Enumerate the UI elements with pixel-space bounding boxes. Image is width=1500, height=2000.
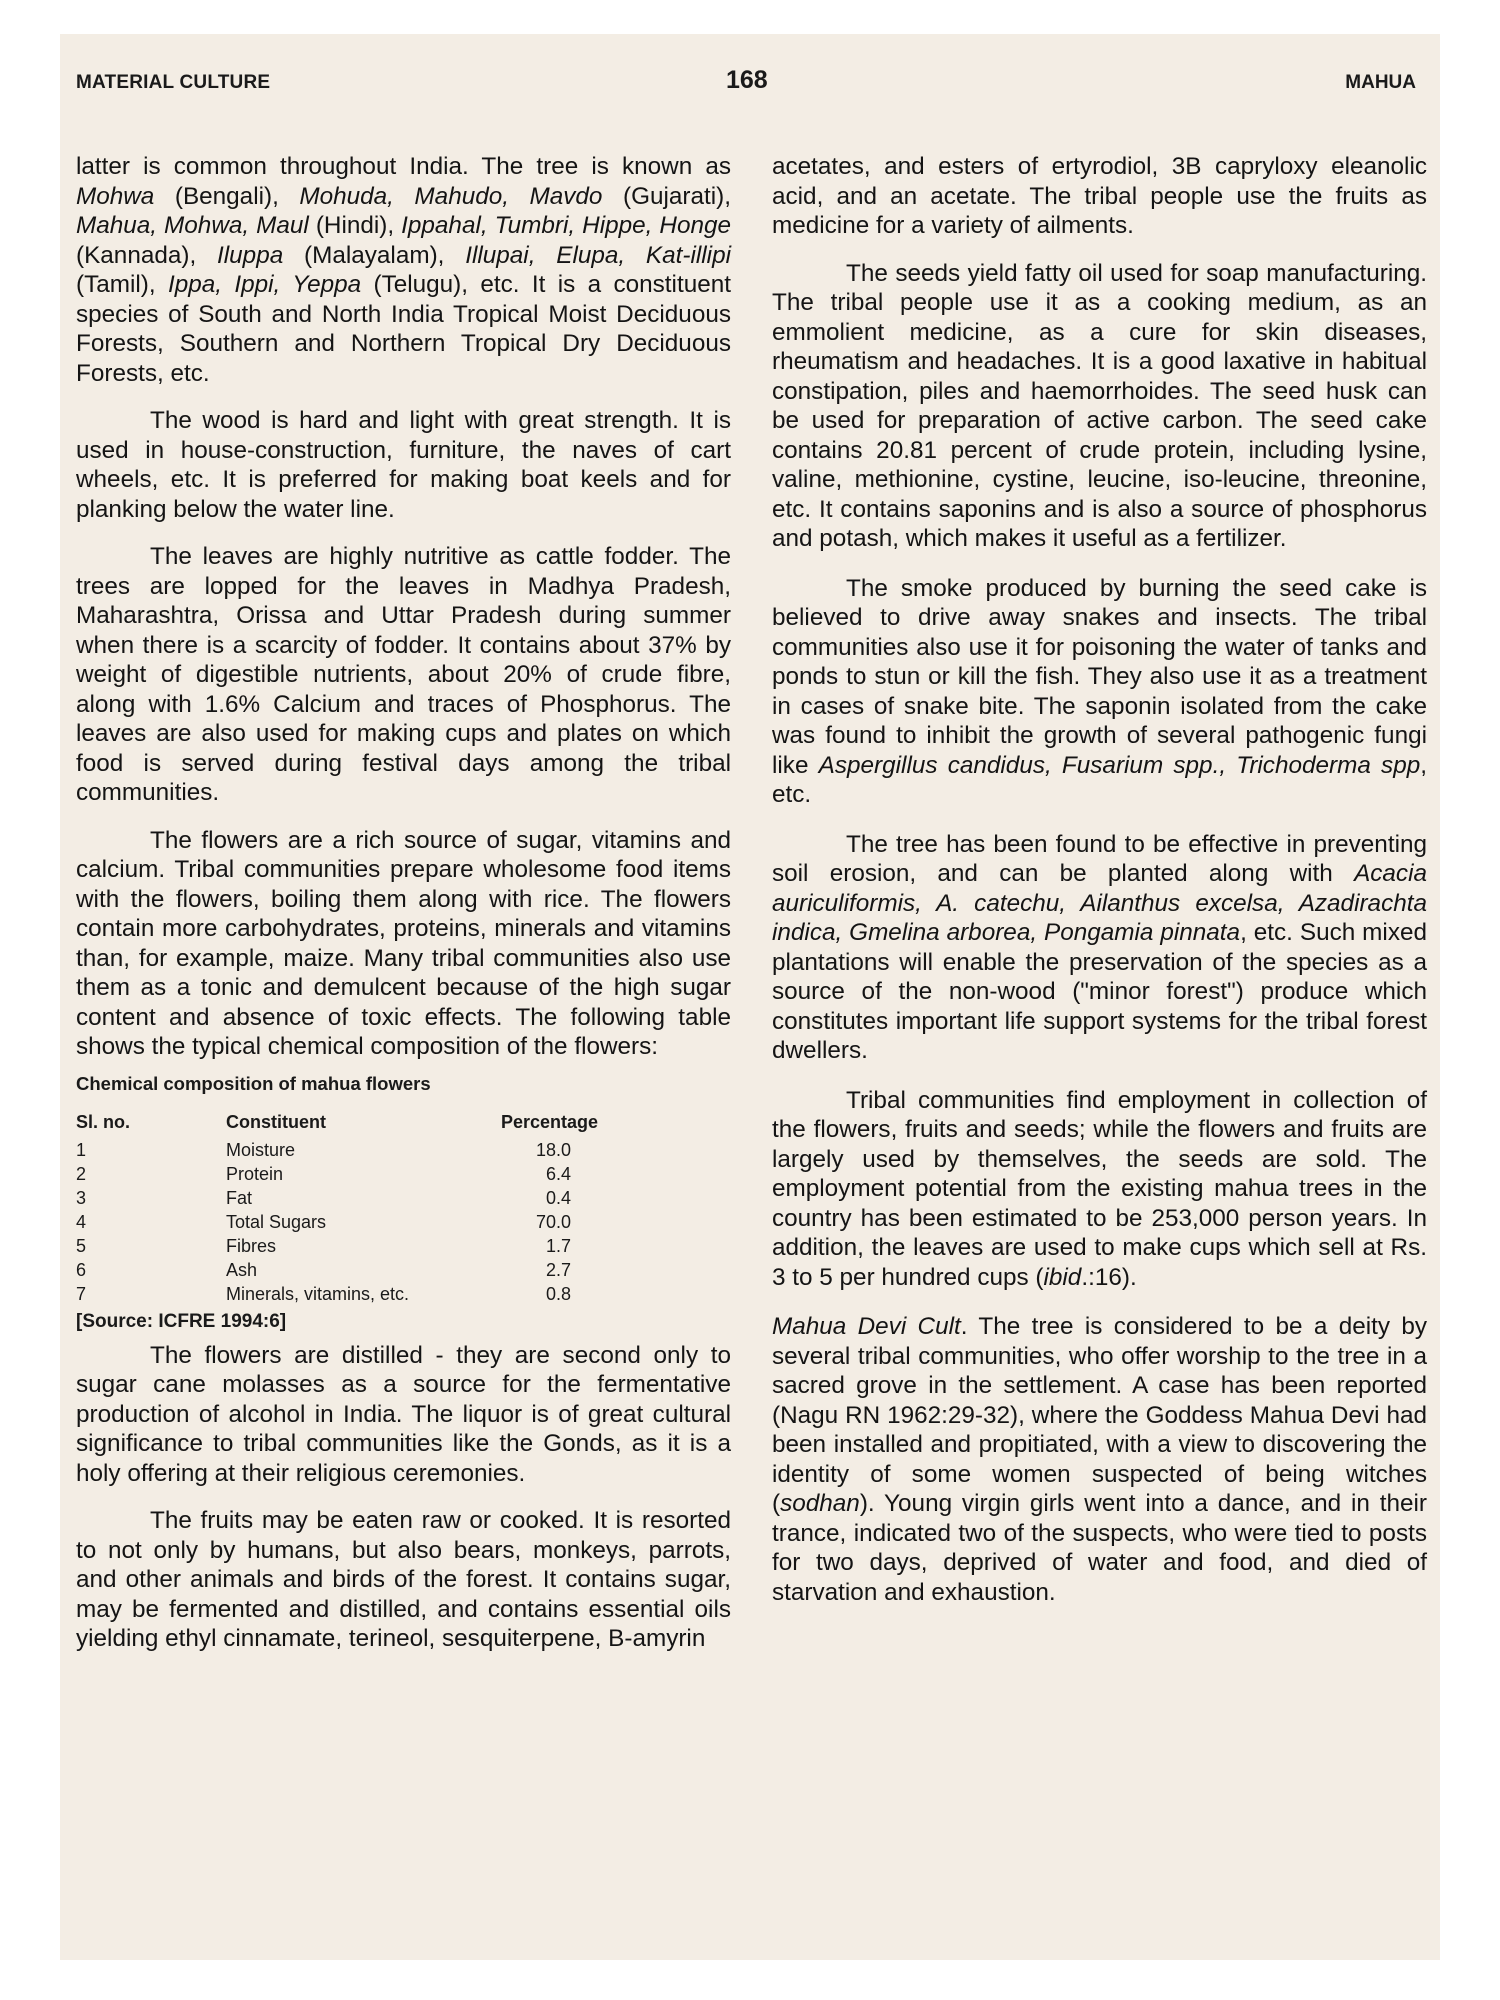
table-header-row xyxy=(76,1111,731,1134)
paragraph-flowers: The flowers are a rich source of sugar, vitamins and calcium. Tribal communities prepare wholesome food items with the flowers, boiling them along with rice. The flowers contain more carbohydrates, proteins, minerals and vitamins than, for example, maize. Many tribal communities also use them as a tonic and demulcent because of the high sugar content and absence of toxic effects. The following table shows the typical chemical composition of the flowers: xyxy=(76,826,731,1060)
paragraph-wood: The wood is hard and light with great strength. It is used in house-construction, furniture, the naves of cart wheels, etc. It is preferred for making boat keels and for planking below the water line. xyxy=(76,407,731,523)
paragraph-esters: acetates, and esters of ertyrodiol, 3B capryloxy eleanolic acid, and an acetate. The tribal people use the fruits as medicine for a variety of ailments. xyxy=(772,153,1427,239)
paragraph-fruits: The fruits may be eaten raw or cooked. It is resorted to not only by humans, but also bears, monkeys, parrots, and other animals and birds of the forest. It contains sugar, may be fermented and distilled, and contains essential oils yielding ethyl cinnamate, terineol, sesquiterpene, B-amyrin xyxy=(76,1507,731,1652)
right-column xyxy=(772,152,1427,1607)
table-row: 3 Fat 0.4 xyxy=(76,1187,571,1208)
paragraph-smoke: The smoke produced by burning the seed cake is believed to drive away snakes and insects. The tribal communities also use it for poisoning the water of tanks and ponds to stun or kill the fish. They also use it as a treatment in cases of snake bite. The saponin isolated from the cake was found to inhibit the growth of several pathogenic fungi like Aspergillus candidus, Fusarium spp., Trichoderma spp, etc. xyxy=(772,574,1427,808)
table-header-cell: Constituent xyxy=(226,1111,326,1132)
paragraph-names: latter is common throughout India. The tree is known as Mohwa (Bengali), Mohuda, Mahudo, Mavdo (Gujarati), Mahua, Mohwa, Maul (Hindi), Ippahal, Tumbri, Hippe, Honge (Kannada), Iluppa (Malayalam), Illupai, Elupa, Kat-illipi (Tamil), Ippa, Ippi, Yeppa (Telugu), etc. It is a constituent species of South and North India Tropical Moist Deciduous Forests, Southern and Northern Tropical Dry Deciduous Forests, etc. xyxy=(76,153,732,387)
paragraph-seeds: The seeds yield fatty oil used for soap manufacturing. The tribal people use it as a cooking medium, as an emmolient medicine, as a cure for skin diseases, rheumatism and headaches. It is a good laxative in habitual constipation, piles and haemorrhoides. The seed husk can be used for preparation of active carbon. The seed cake contains 20.81 percent of crude protein, including lysine, valine, methionine, cystine, leucine, iso-leucine, threonine, etc. It contains saponins and is also a source of phosphorus and potash, which makes it useful as a fertilizer. xyxy=(772,259,1427,552)
table-row: 2 Protein 6.4 xyxy=(76,1163,571,1184)
table-source: [Source: ICFRE 1994:6] xyxy=(76,1310,287,1332)
paragraph-mahua-devi-cult: Mahua Devi Cult. The tree is considered to be a deity by several tribal communities, who offer worship to the tree in a sacred grove in the settlement. A case has been reported (Nagu RN 1962:29-32), where the Goddess Mahua Devi had been installed and propitiated, with a view to discovering the identity of some women suspected of being witches (sodhan). Young virgin girls went into a dance, and in their trance, indicated two of the suspects, who were tied to posts for two days, deprived of water and food, and died of starvation and exhaustion. xyxy=(772,1313,1428,1606)
scanned-page xyxy=(60,34,1440,1960)
table-row: 5 Fibres 1.7 xyxy=(76,1235,571,1256)
table-header-cell: Sl. no. xyxy=(76,1111,130,1132)
table-row: 7 Minerals, vitamins, etc. 0.8 xyxy=(76,1283,571,1304)
left-column xyxy=(76,152,731,1654)
paragraph-soil-erosion: The tree has been found to be effective in preventing soil erosion, and can be planted along with Acacia auriculiformis, A. catechu, Ailanthus excelsa, Azadirachta indica, Gmelina arborea, Pongamia pinnata, etc. Such mixed plantations will enable the preservation of the species as a source of the non-wood ("minor forest") produce which constitutes important life support systems for the tribal forest dwellers. xyxy=(772,830,1427,1064)
paragraph-employment: Tribal communities find employment in collection of the flowers, fruits and seeds; while the flowers and fruits are largely used by themselves, the seeds are sold. The employment potential from the existing mahua trees in the country has been estimated to be 253,000 person years. In addition, the leaves are used to make cups which sell at Rs. 3 to 5 per hundred cups (ibid.:16). xyxy=(772,1086,1427,1291)
table-row: 4 Total Sugars 70.0 xyxy=(76,1211,571,1232)
page-number: 168 xyxy=(726,66,768,94)
header-section-title: MATERIAL CULTURE xyxy=(76,72,271,93)
running-header xyxy=(76,66,1416,102)
paragraph-distillation: The flowers are distilled - they are second only to sugar cane molasses as a source for the fermentative production of alcohol in India. The liquor is of great cultural significance to tribal communities like the Gonds, as it is a holy offering at their religious ceremonies. xyxy=(76,1341,731,1487)
header-entry-title: MAHUA xyxy=(1345,72,1416,93)
table-row: 6 Ash 2.7 xyxy=(76,1259,571,1280)
table-caption: Chemical composition of mahua flowers xyxy=(76,1072,431,1094)
table-header-cell: Percentage xyxy=(501,1111,599,1132)
table-row: 1 Moisture 18.0 xyxy=(76,1139,571,1160)
composition-table xyxy=(76,1072,731,1333)
paragraph-leaves: The leaves are highly nutritive as cattle fodder. The trees are lopped for the leaves in Madhya Pradesh, Maharashtra, Orissa and Uttar Pradesh during summer when there is a scarcity of fodder. It contains about 37% by weight of digestible nutrients, about 20% of crude fibre, along with 1.6% Calcium and traces of Phosphorus. The leaves are also used for making cups and plates on which food is served during festival days among the tribal communities. xyxy=(76,543,731,806)
